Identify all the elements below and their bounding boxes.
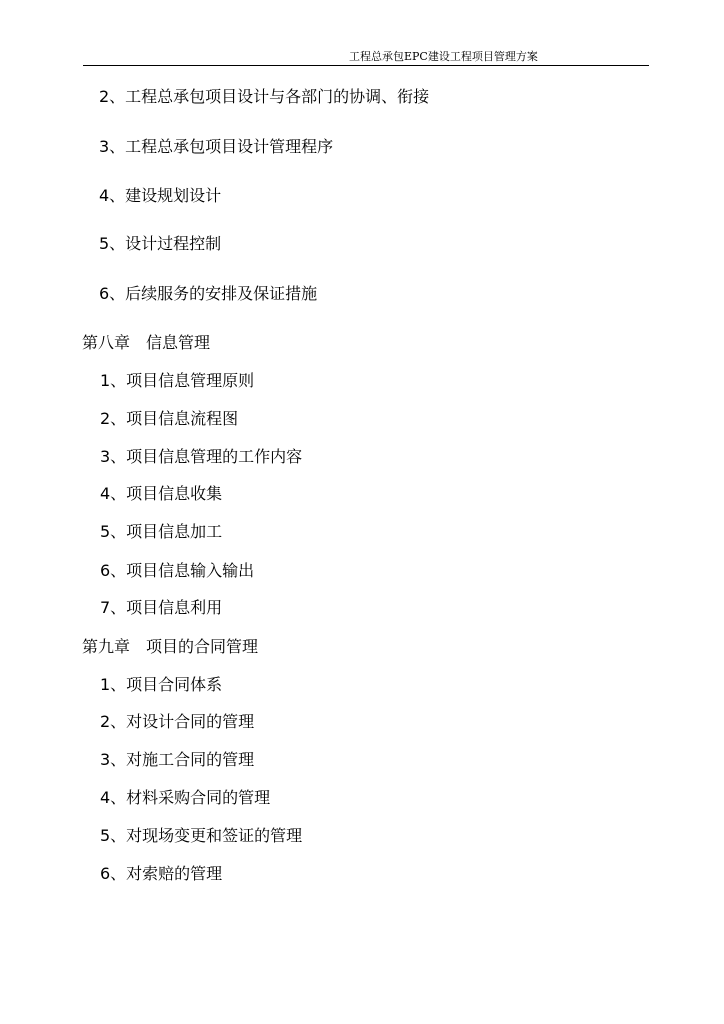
toc-item: 6、项目信息输入输出	[100, 561, 255, 580]
chapter-heading	[82, 333, 210, 353]
toc-item: 6、后续服务的安排及保证措施	[99, 284, 318, 303]
toc-item: 7、项目信息利用	[100, 598, 223, 617]
header-title: 工程总承包EPC建设工程项目管理方案	[349, 50, 538, 63]
toc-item: 5、设计过程控制	[99, 234, 222, 253]
toc-item: 3、项目信息管理的工作内容	[100, 447, 303, 466]
toc-item: 5、对现场变更和签证的管理	[100, 826, 303, 845]
toc-item: 2、对设计合同的管理	[100, 712, 255, 731]
toc-item: 3、工程总承包项目设计管理程序	[99, 137, 334, 156]
header-divider	[83, 65, 649, 66]
chapter-title: 项目的合同管理	[146, 637, 259, 656]
toc-item: 4、项目信息收集	[100, 484, 223, 503]
toc-item: 1、项目信息管理原则	[100, 371, 255, 390]
toc-item: 6、对索赔的管理	[100, 864, 223, 883]
toc-item: 2、工程总承包项目设计与各部门的协调、衔接	[99, 87, 430, 106]
toc-item: 2、项目信息流程图	[100, 409, 239, 428]
toc-item: 5、项目信息加工	[100, 522, 223, 541]
chapter-heading	[82, 637, 258, 657]
toc-item: 4、建设规划设计	[99, 186, 222, 205]
chapter-title: 信息管理	[146, 333, 211, 352]
chapter-number: 第九章	[82, 637, 131, 656]
chapter-number: 第八章	[82, 333, 131, 352]
toc-item: 4、材料采购合同的管理	[100, 788, 271, 807]
toc-item: 3、对施工合同的管理	[100, 750, 255, 769]
toc-item: 1、项目合同体系	[100, 675, 223, 694]
